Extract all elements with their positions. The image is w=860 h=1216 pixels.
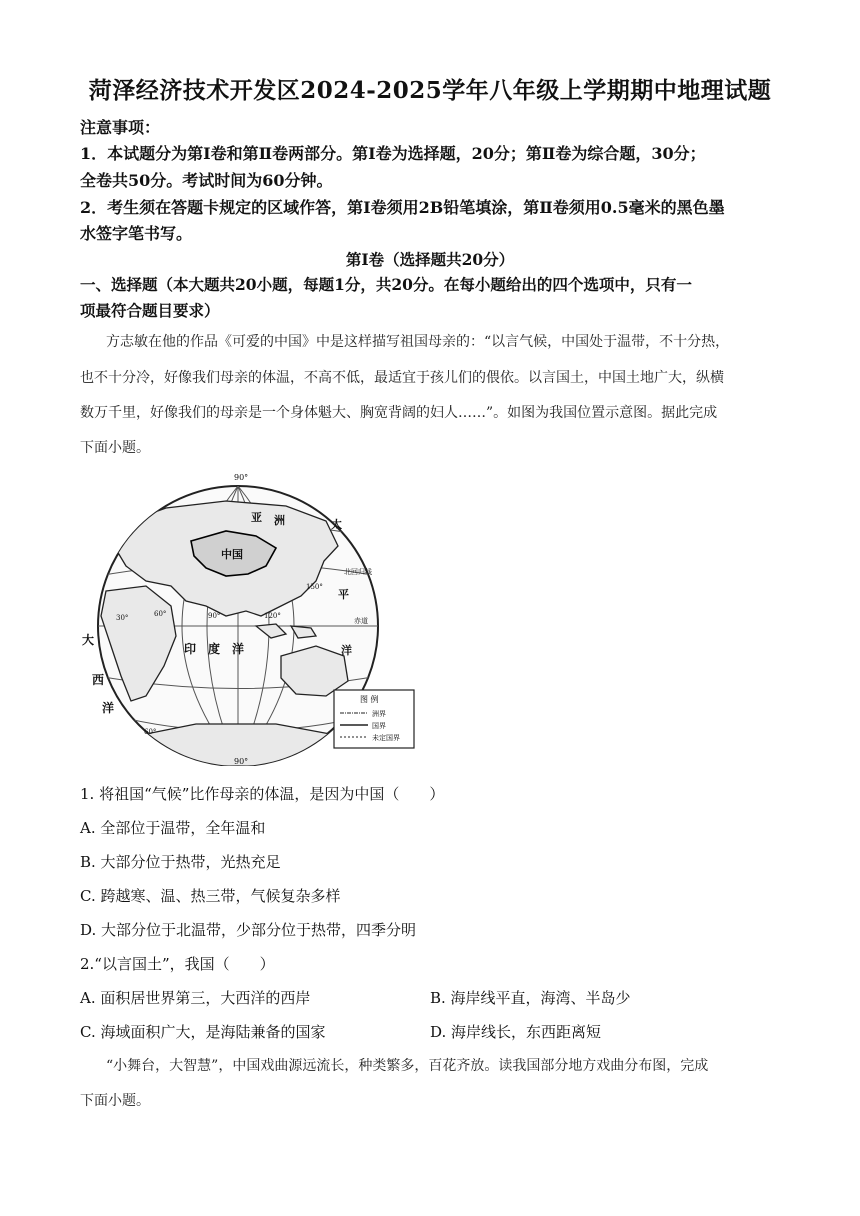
passage-1-line-2: 也不十分冷，好像我们母亲的体温，不高不低，最适宜于孩儿们的偎依。以言国土，中国土地广大，纵横 (80, 370, 724, 386)
label-pacific-2: 平 (338, 588, 349, 601)
label-indian-1: 印 (184, 642, 197, 656)
passage-1-line-3: 数万千里，好像我们的母亲是一个身体魁大、胸宽背阔的妇人……”。如图为我国位置示意图。据此完成 (80, 405, 718, 421)
passage-2-line-1: “小舞台，大智慧”，中国戏曲源远流长，种类繁多，百花齐放。读我国部分地方戏曲分布图，完成 (106, 1058, 709, 1074)
exam-title: 菏泽经济技术开发区2024-2025学年八年级上学期期中地理试题 (88, 77, 772, 104)
section-1-instruction-b: 项最符合题目要求） (80, 301, 220, 320)
label-tropic-cancer: 北回归线 (344, 568, 372, 576)
passage-1-line-1: 方志敏在他的作品《可爱的中国》中是这样描写祖国母亲的：“以言气候，中国处于温带，不十分热， (106, 334, 730, 350)
question-1-option-c: C. 跨越寒、温、热三带，气候复杂多样 (80, 887, 341, 905)
label-120e: 120° (264, 612, 281, 620)
label-equator: 赤道 (354, 617, 368, 625)
label-atlantic-3: 洋 (102, 701, 115, 715)
label-asia-2: 洲 (274, 514, 285, 527)
label-60e: 60° (154, 610, 167, 618)
notice-heading: 注意事项： (80, 118, 161, 137)
question-1-stem: 1. 将祖国“气候”比作母亲的体温，是因为中国（ ） (80, 785, 445, 803)
legend-national-border: 国界 (372, 722, 386, 730)
question-2-option-c: C. 海域面积广大，是海陆兼备的国家 (80, 1023, 326, 1041)
legend-undetermined-border: 未定国界 (372, 734, 400, 742)
label-90e: 90° (208, 612, 221, 620)
label-china: 中国 (221, 548, 243, 561)
section-1-instruction-a: 一、选择题（本大题共20小题，每题1分，共20分。在每小题给出的四个选项中，只有一 (80, 275, 692, 294)
notice-item-1a: 1．本试题分为第Ⅰ卷和第Ⅱ卷两部分。第Ⅰ卷为选择题，20分；第Ⅱ卷为综合题，30分； (80, 144, 706, 163)
label-indian-2: 度 (208, 642, 221, 656)
label-60s: 60° (144, 728, 157, 736)
label-asia-1: 亚 (251, 511, 262, 524)
label-south-pole: 90° (234, 757, 249, 766)
legend-title: 图 例 (360, 695, 379, 704)
question-2-option-a: A. 面积居世界第三，大西洋的西岸 (80, 989, 311, 1007)
map-legend (334, 690, 414, 748)
section-1-title: 第Ⅰ卷（选择题共20分） (345, 250, 515, 269)
question-2-option-d: D. 海岸线长，东西距离短 (430, 1023, 602, 1041)
question-2-option-b: B. 海岸线平直，海湾、半岛少 (430, 989, 631, 1007)
passage-1-line-4: 下面小题。 (80, 440, 150, 456)
question-2-stem: 2.“以言国土”，我国（ ） (80, 955, 275, 973)
label-150e: 150° (306, 583, 323, 591)
label-atlantic-1: 大 (82, 633, 95, 647)
china-location-map (76, 466, 436, 766)
legend-continent-border: 洲界 (372, 710, 386, 718)
notice-item-2b: 水签字笔书写。 (80, 224, 193, 243)
question-1-option-d: D. 大部分位于北温带，少部分位于热带，四季分明 (80, 921, 417, 939)
label-pacific-1: 太 (331, 518, 342, 531)
label-north-pole: 90° (234, 473, 249, 482)
notice-item-1b: 全卷共50分。考试时间为60分钟。 (80, 171, 333, 190)
label-indian-3: 洋 (232, 642, 245, 656)
passage-2-line-2: 下面小题。 (80, 1093, 150, 1109)
notice-item-2a: 2．考生须在答题卡规定的区域作答，第Ⅰ卷须用2B铅笔填涂，第Ⅱ卷须用0.5毫米的黑色墨 (80, 198, 725, 217)
question-1-option-b: B. 大部分位于热带，光热充足 (80, 853, 281, 871)
question-1-option-a: A. 全部位于温带，全年温和 (80, 819, 266, 837)
label-atlantic-2: 西 (92, 673, 105, 687)
label-30e: 30° (116, 614, 129, 622)
label-pacific-3: 洋 (341, 644, 352, 657)
